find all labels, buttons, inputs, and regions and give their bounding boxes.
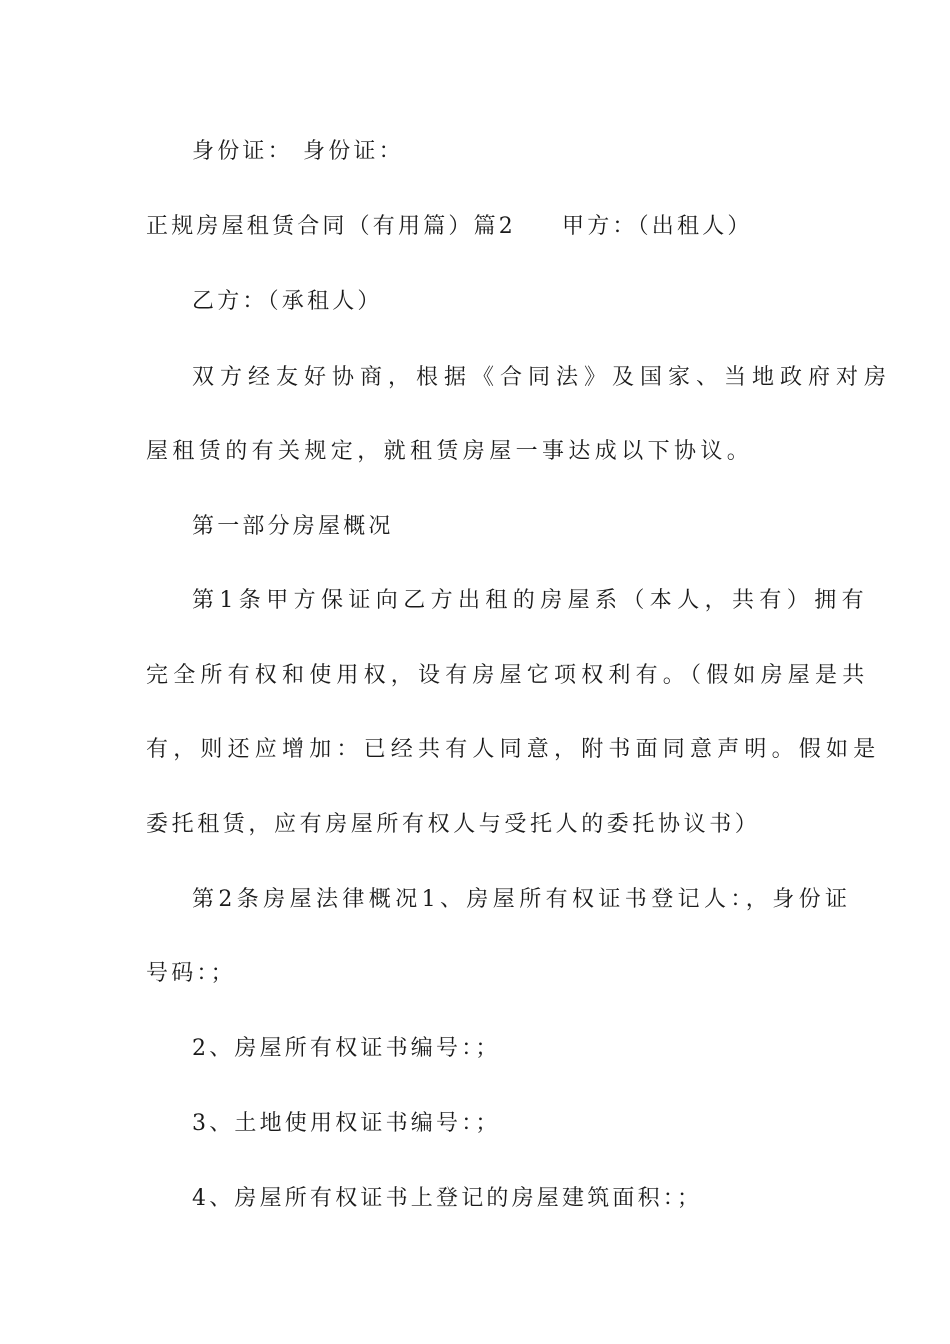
party-b-label: 乙方：（承租人） xyxy=(192,289,383,314)
list-item: 2、房屋所有权证书编号：； xyxy=(192,1036,501,1061)
party-a-label: 甲方：（出租人） xyxy=(562,214,753,239)
preamble-line-1: 双方经友好协商，根据《合同法》及国家、当地政府对房 xyxy=(192,365,893,390)
preamble-line-2: 屋租赁的有关规定，就租赁房屋一事达成以下协议。 xyxy=(146,439,754,464)
article-1-line-4: 委托租赁，应有房屋所有权人与受托人的委托协议书） xyxy=(146,812,761,837)
id-card-line: 身份证： 身份证： xyxy=(192,139,404,164)
article-1-line-2: 完全所有权和使用权，设有房屋它项权利有。（假如房屋是共 xyxy=(146,663,870,688)
contract-title-line xyxy=(146,212,753,242)
article-1-line-3: 有，则还应增加：已经共有人同意，附书面同意声明。假如是 xyxy=(146,737,881,762)
article-2-line-1: 第2条房屋法律概况1、房屋所有权证书登记人：，身份证 xyxy=(192,887,852,912)
article-1-line-1: 第1条甲方保证向乙方出租的房屋系（本人，共有）拥有 xyxy=(192,588,869,613)
list-item: 3、土地使用权证书编号：； xyxy=(192,1111,501,1136)
article-2-line-2: 号码：； xyxy=(146,961,236,986)
section-heading: 第一部分房屋概况 xyxy=(192,514,394,539)
contract-title: 正规房屋租赁合同（有用篇）篇2 xyxy=(146,214,516,239)
list-item: 4、房屋所有权证书上登记的房屋建筑面积：； xyxy=(192,1186,703,1211)
